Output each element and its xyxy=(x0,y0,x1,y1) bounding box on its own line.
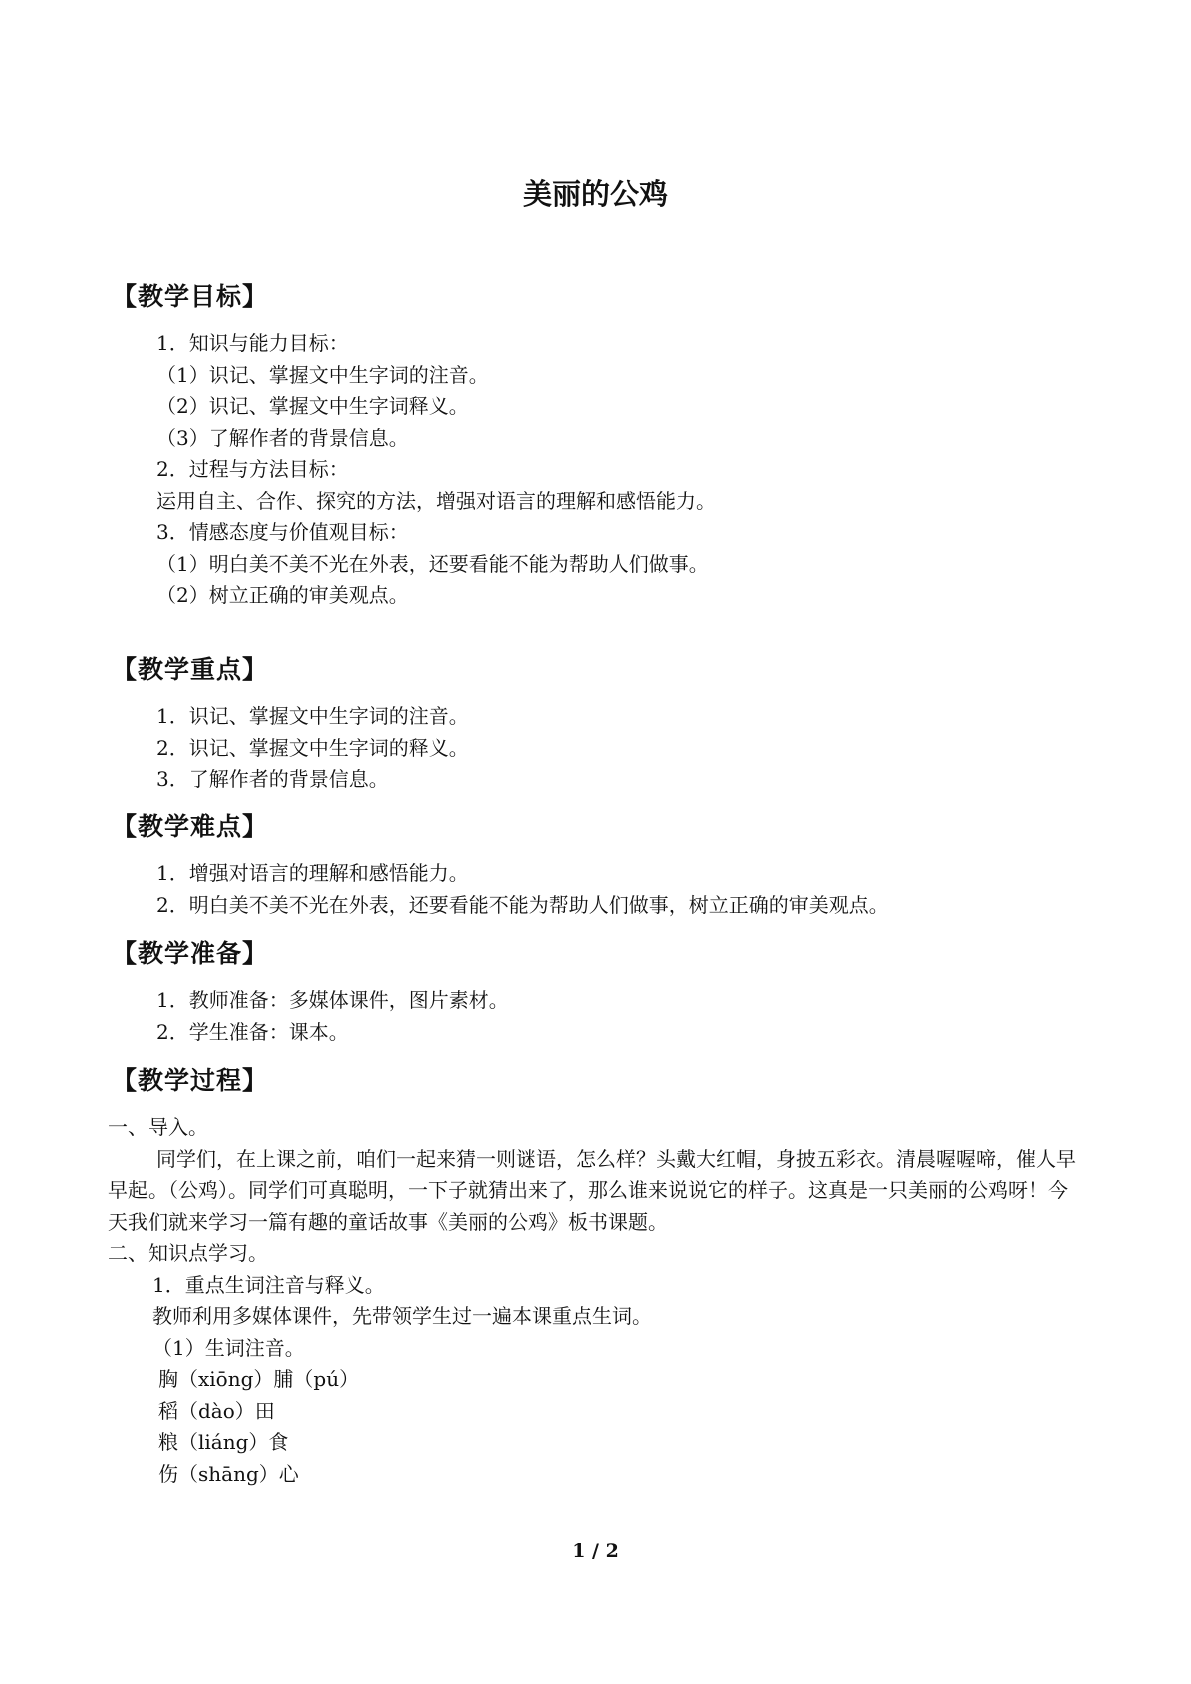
vocab-item: 胸（xiōng）脯（pú） xyxy=(158,1367,360,1391)
objective-line: 运用自主、合作、探究的方法，增强对语言的理解和感悟能力。 xyxy=(156,488,716,513)
substep-line: 1．重点生词注音与释义。 xyxy=(152,1272,385,1297)
objective-line: 3．情感态度与价值观目标： xyxy=(156,520,409,544)
step-title: 二、知识点学习。 xyxy=(108,1241,268,1265)
section-heading: 【教学准备】 xyxy=(112,939,269,968)
substep-line: （1）生词注音。 xyxy=(152,1335,305,1360)
page-title: 美丽的公鸡 xyxy=(522,177,668,211)
key-point-line: 1．识记、掌握文中生字词的注音。 xyxy=(156,704,469,728)
section-heading: 【教学重点】 xyxy=(112,655,269,684)
section-process xyxy=(112,1066,1072,1112)
vocab-item: 稻（dào）田 xyxy=(158,1398,275,1423)
objective-line: （3）了解作者的背景信息。 xyxy=(156,425,409,450)
section-difficulties xyxy=(112,812,1072,921)
objective-line: 1．知识与能力目标： xyxy=(156,331,349,355)
process-body xyxy=(108,1112,1083,1490)
key-point-line: 2．识记、掌握文中生字词的释义。 xyxy=(156,735,469,760)
section-heading: 【教学难点】 xyxy=(112,812,269,841)
section-objectives xyxy=(112,282,1072,612)
substep-line: 教师利用多媒体课件，先带领学生过一遍本课重点生词。 xyxy=(152,1304,652,1328)
objective-line: 2．过程与方法目标： xyxy=(156,457,349,481)
difficulty-line: 1．增强对语言的理解和感悟能力。 xyxy=(156,861,469,885)
step-title: 一、导入。 xyxy=(108,1115,208,1139)
section-preparation xyxy=(112,939,1072,1048)
intro-paragraph: 同学们，在上课之前，咱们一起来猜一则谜语，怎么样？头戴大红帽，身披五彩衣。清晨喔喔啼，催人早早起。（公鸡）。同学们可真聪明，一下子就猜出来了，那么谁来说说它的样子。这真是一只美丽的公鸡呀！今天我们就来学习一篇有趣的童话故事《美丽的公鸡》板书课题。 xyxy=(108,1146,1076,1234)
section-heading: 【教学过程】 xyxy=(112,1066,269,1095)
page-number: 1 / 2 xyxy=(572,1540,619,1562)
preparation-line: 2．学生准备：课本。 xyxy=(156,1019,349,1044)
objective-line: （1）识记、掌握文中生字词的注音。 xyxy=(156,362,489,387)
objective-line: （2）树立正确的审美观点。 xyxy=(156,583,409,607)
vocab-item: 粮（liáng）食 xyxy=(158,1430,289,1454)
objective-line: （1）明白美不美不光在外表，还要看能不能为帮助人们做事。 xyxy=(156,551,709,576)
vocab-item: 伤（shāng）心 xyxy=(158,1461,299,1486)
section-heading: 【教学目标】 xyxy=(112,282,269,311)
key-point-line: 3．了解作者的背景信息。 xyxy=(156,767,389,791)
section-key-points xyxy=(112,655,1072,796)
objective-line: （2）识记、掌握文中生字词释义。 xyxy=(156,394,469,418)
difficulty-line: 2．明白美不美不光在外表，还要看能不能为帮助人们做事，树立正确的审美观点。 xyxy=(156,892,889,917)
preparation-line: 1．教师准备：多媒体课件，图片素材。 xyxy=(156,988,509,1012)
